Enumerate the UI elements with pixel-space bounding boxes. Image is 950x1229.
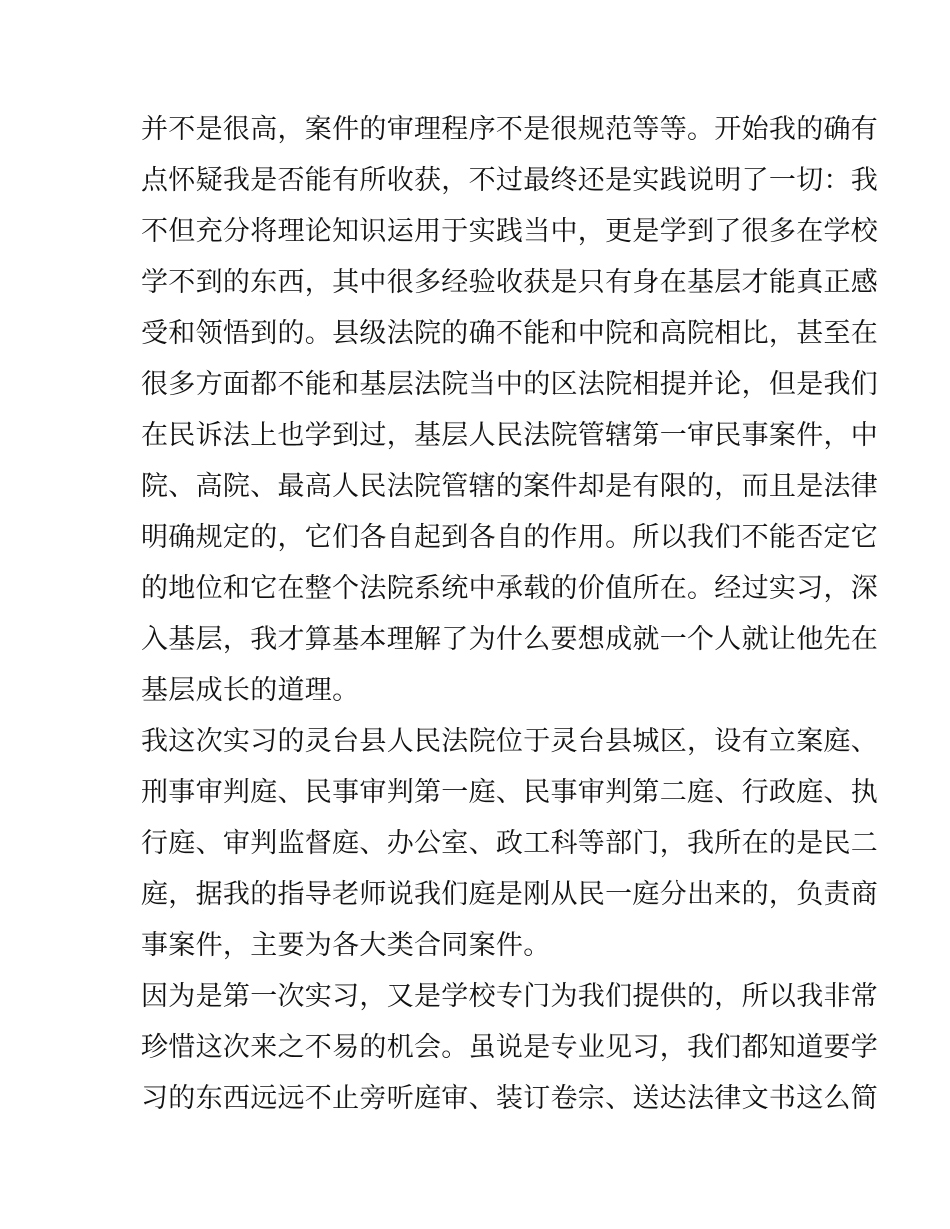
paragraph-3 [141, 971, 879, 1124]
text-line: 习的东西远远不止旁听庭审、装订卷宗、送达法律文书这么简 [141, 1083, 879, 1114]
text-line: 不但充分将理论知识运用于实践当中，更是学到了很多在学校 [141, 216, 879, 247]
text-line: 入基层，我才算基本理解了为什么要想成就一个人就让他先在 [141, 624, 879, 655]
text-line: 很多方面都不能和基层法院当中的区法院相提并论，但是我们 [141, 369, 879, 400]
text-line: 学不到的东西，其中很多经验收获是只有身在基层才能真正感 [141, 267, 879, 298]
text-line: 刑事审判庭、民事审判第一庭、民事审判第二庭、行政庭、执 [141, 777, 879, 808]
text-line: 在民诉法上也学到过，基层人民法院管辖第一审民事案件，中 [141, 420, 879, 451]
paragraph-1 [141, 104, 879, 716]
document-body [141, 104, 879, 1124]
text-line: 的地位和它在整个法院系统中承载的价值所在。经过实习，深 [141, 573, 879, 604]
text-line: 珍惜这次来之不易的机会。虽说是专业见习，我们都知道要学 [141, 1032, 879, 1063]
text-line: 基层成长的道理。 [141, 675, 360, 706]
text-line: 明确规定的，它们各自起到各自的作用。所以我们不能否定它 [141, 522, 879, 553]
paragraph-2 [141, 716, 879, 971]
text-line: 点怀疑我是否能有所收获，不过最终还是实践说明了一切：我 [141, 165, 879, 196]
text-line: 院、高院、最高人民法院管辖的案件却是有限的，而且是法律 [141, 471, 879, 502]
text-line: 并不是很高，案件的审理程序不是很规范等等。开始我的确有 [141, 114, 879, 145]
text-line: 行庭、审判监督庭、办公室、政工科等部门，我所在的是民二 [141, 828, 879, 859]
text-line: 我这次实习的灵台县人民法院位于灵台县城区，设有立案庭、 [141, 726, 879, 757]
text-line: 庭，据我的指导老师说我们庭是刚从民一庭分出来的，负责商 [141, 879, 879, 910]
text-line: 因为是第一次实习，又是学校专门为我们提供的，所以我非常 [141, 981, 879, 1012]
text-line: 事案件，主要为各大类合同案件。 [141, 930, 551, 961]
text-line: 受和领悟到的。县级法院的确不能和中院和高院相比，甚至在 [141, 318, 879, 349]
